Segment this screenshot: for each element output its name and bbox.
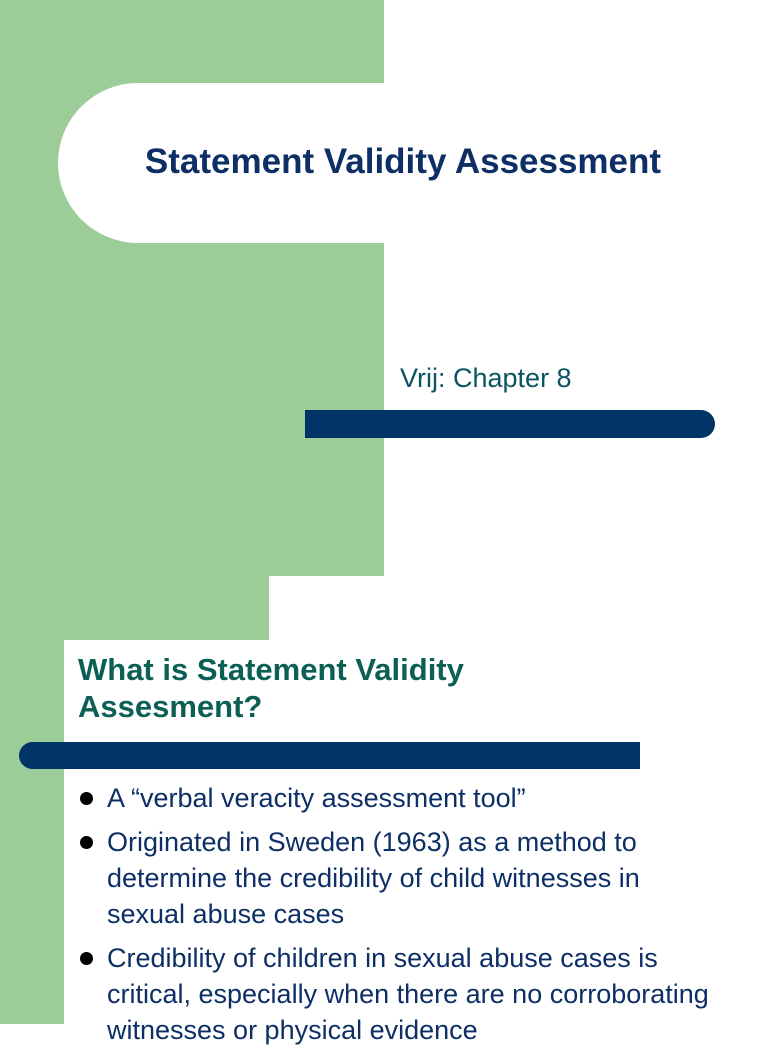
accent-bar bbox=[305, 410, 715, 438]
bullet-text: Originated in Sweden (1963) as a method to determine the credibility of child witnesses in sexual abuse cases bbox=[107, 827, 640, 929]
slide-2 bbox=[0, 576, 768, 1045]
green-top-block bbox=[0, 576, 269, 640]
bullet-item bbox=[78, 780, 718, 816]
slide-heading: What is Statement Validity Assesment? bbox=[78, 652, 464, 724]
bullet-dot-icon bbox=[80, 792, 93, 805]
bullet-text: A “verbal veracity assessment tool” bbox=[107, 783, 526, 813]
bullet-dot-icon bbox=[80, 952, 93, 965]
bullet-dot-icon bbox=[80, 836, 93, 849]
accent-bar bbox=[19, 742, 640, 769]
bullet-item bbox=[78, 824, 718, 932]
green-left-strip bbox=[0, 576, 64, 1024]
slide-title: Statement Validity Assessment bbox=[144, 142, 662, 181]
bullet-list bbox=[78, 780, 718, 1056]
slide-subtitle: Vrij: Chapter 8 bbox=[400, 363, 572, 393]
bullet-text: Credibility of children in sexual abuse cases is critical, especially when there are no corroborating witnesses or physical evidence bbox=[107, 943, 709, 1045]
bullet-item bbox=[78, 940, 718, 1048]
